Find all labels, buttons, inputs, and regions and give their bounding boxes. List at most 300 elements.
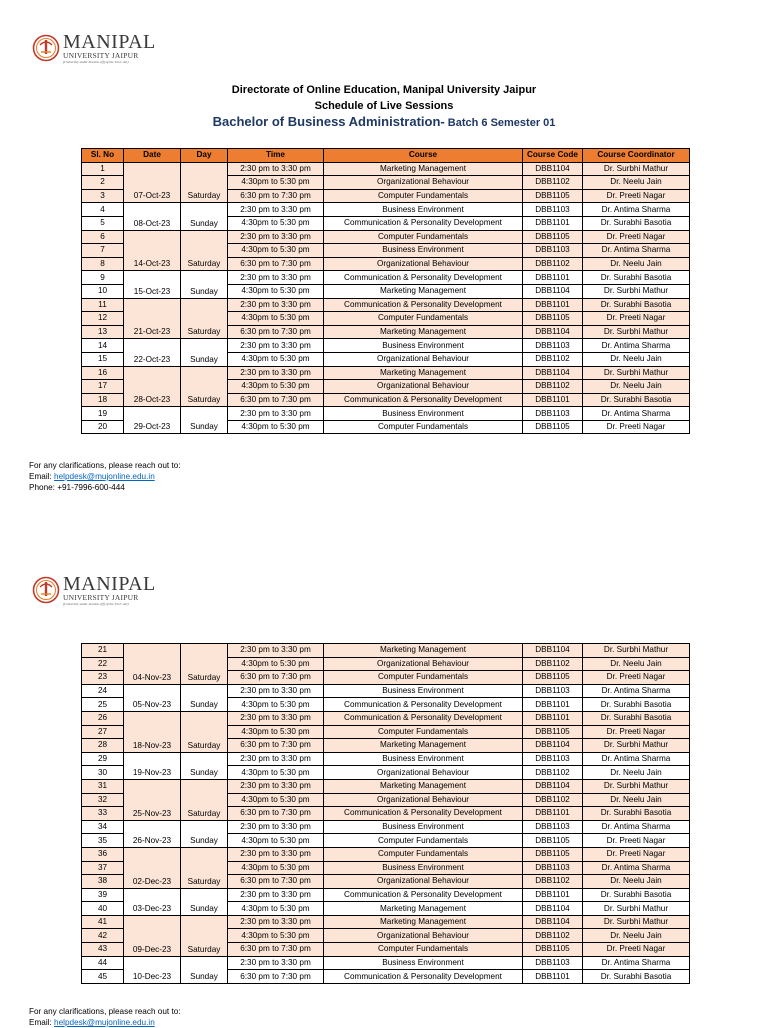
table-row bbox=[82, 407, 690, 421]
cell-time: 2:30 pm to 3:30 pm bbox=[228, 339, 324, 353]
contact-email-line bbox=[29, 1017, 181, 1028]
schedule-title: Schedule of Live Sessions bbox=[314, 100, 454, 112]
cell-course-coordinator: Dr. Surbhi Mathur bbox=[583, 915, 690, 929]
cell-course-coordinator: Dr. Surbhi Mathur bbox=[583, 284, 690, 298]
cell-sl-no: 33 bbox=[82, 807, 124, 821]
table-row bbox=[82, 162, 690, 176]
cell-time: 6:30 pm to 7:30 pm bbox=[228, 257, 324, 271]
table-row bbox=[82, 271, 690, 285]
cell-time: 2:30 pm to 3:30 pm bbox=[228, 203, 324, 217]
cell-sl-no: 25 bbox=[82, 698, 124, 712]
table-row bbox=[82, 203, 690, 217]
cell-course-coordinator: Dr. Preeti Nagar bbox=[583, 725, 690, 739]
cell-course: Marketing Management bbox=[324, 644, 523, 658]
table-row bbox=[82, 820, 690, 834]
email-link[interactable]: helpdesk@mujonline.edu.in bbox=[54, 472, 155, 481]
cell-course-code: DBB1101 bbox=[523, 711, 583, 725]
cell-course-code: DBB1101 bbox=[523, 970, 583, 984]
cell-course: Computer Fundamentals bbox=[324, 420, 523, 434]
cell-course-coordinator: Dr. Preeti Nagar bbox=[583, 847, 690, 861]
cell-course-coordinator: Dr. Antima Sharma bbox=[583, 820, 690, 834]
cell-course: Business Environment bbox=[324, 956, 523, 970]
cell-day: Saturday bbox=[181, 711, 228, 752]
cell-time: 2:30 pm to 3:30 pm bbox=[228, 162, 324, 176]
cell-course: Business Environment bbox=[324, 203, 523, 217]
cell-course-code: DBB1105 bbox=[523, 671, 583, 685]
table-row bbox=[82, 298, 690, 312]
manipal-emblem-icon bbox=[32, 575, 60, 605]
cell-course: Communication & Personality Development bbox=[324, 393, 523, 407]
logo-name: MANIPAL bbox=[63, 573, 156, 595]
cell-course: Marketing Management bbox=[324, 915, 523, 929]
cell-sl-no: 35 bbox=[82, 834, 124, 848]
logo-tagline: (University under Section 2(f) of the UGC Act) bbox=[63, 59, 129, 64]
cell-day: Sunday bbox=[181, 339, 228, 366]
cell-course-code: DBB1104 bbox=[523, 915, 583, 929]
cell-course-coordinator: Dr. Preeti Nagar bbox=[583, 312, 690, 326]
cell-course-code: DBB1103 bbox=[523, 820, 583, 834]
cell-time: 2:30 pm to 3:30 pm bbox=[228, 298, 324, 312]
logo-tagline: (University under Section 2(f) of the UGC Act) bbox=[63, 601, 129, 606]
cell-date: 28-Oct-23 bbox=[124, 366, 181, 407]
email-label: Email: bbox=[29, 472, 55, 481]
cell-sl-no: 45 bbox=[82, 970, 124, 984]
cell-day: Sunday bbox=[181, 752, 228, 779]
cell-course-coordinator: Dr. Antima Sharma bbox=[583, 203, 690, 217]
cell-sl-no: 6 bbox=[82, 230, 124, 244]
program-name: Bachelor of Business Administration- bbox=[212, 114, 445, 129]
cell-date: 07-Oct-23 bbox=[124, 162, 181, 203]
cell-time: 4:30pm to 5:30 pm bbox=[228, 420, 324, 434]
cell-course: Business Environment bbox=[324, 820, 523, 834]
cell-sl-no: 30 bbox=[82, 766, 124, 780]
cell-sl-no: 34 bbox=[82, 820, 124, 834]
cell-course-coordinator: Dr. Preeti Nagar bbox=[583, 189, 690, 203]
manipal-emblem-icon bbox=[32, 33, 60, 63]
logo-subtitle: UNIVERSITY JAIPUR bbox=[63, 593, 139, 602]
cell-course-code: DBB1101 bbox=[523, 298, 583, 312]
cell-course-code: DBB1101 bbox=[523, 216, 583, 230]
cell-date: 05-Nov-23 bbox=[124, 684, 181, 711]
cell-date: 18-Nov-23 bbox=[124, 711, 181, 752]
cell-course-coordinator: Dr. Surbhi Mathur bbox=[583, 644, 690, 658]
cell-time: 2:30 pm to 3:30 pm bbox=[228, 847, 324, 861]
cell-course-coordinator: Dr. Surabhi Basotia bbox=[583, 271, 690, 285]
col-course-code: Course Code bbox=[523, 149, 583, 163]
cell-course-code: DBB1105 bbox=[523, 420, 583, 434]
cell-course-code: DBB1102 bbox=[523, 257, 583, 271]
cell-course: Communication & Personality Development bbox=[324, 271, 523, 285]
cell-course-code: DBB1105 bbox=[523, 230, 583, 244]
cell-time: 4:30pm to 5:30 pm bbox=[228, 766, 324, 780]
cell-date: 09-Dec-23 bbox=[124, 915, 181, 956]
cell-course-code: DBB1102 bbox=[523, 875, 583, 889]
email-label: Email: bbox=[29, 1018, 55, 1027]
cell-course: Marketing Management bbox=[324, 284, 523, 298]
cell-course: Organizational Behaviour bbox=[324, 352, 523, 366]
cell-sl-no: 7 bbox=[82, 244, 124, 258]
cell-date: 29-Oct-23 bbox=[124, 407, 181, 434]
cell-course-coordinator: Dr. Surbhi Mathur bbox=[583, 162, 690, 176]
cell-course: Business Environment bbox=[324, 861, 523, 875]
cell-day: Saturday bbox=[181, 847, 228, 888]
cell-course: Communication & Personality Development bbox=[324, 216, 523, 230]
col-date: Date bbox=[124, 149, 181, 163]
cell-course-code: DBB1103 bbox=[523, 407, 583, 421]
cell-time: 2:30 pm to 3:30 pm bbox=[228, 915, 324, 929]
cell-course: Computer Fundamentals bbox=[324, 847, 523, 861]
cell-sl-no: 27 bbox=[82, 725, 124, 739]
logo-subtitle: UNIVERSITY JAIPUR bbox=[63, 51, 139, 60]
cell-course-coordinator: Dr. Surbhi Mathur bbox=[583, 739, 690, 753]
cell-course-coordinator: Dr. Surabhi Basotia bbox=[583, 807, 690, 821]
cell-course: Computer Fundamentals bbox=[324, 189, 523, 203]
logo-name: MANIPAL bbox=[63, 31, 156, 53]
table-row bbox=[82, 230, 690, 244]
cell-course-coordinator: Dr. Preeti Nagar bbox=[583, 671, 690, 685]
cell-day: Saturday bbox=[181, 162, 228, 203]
cell-course-code: DBB1105 bbox=[523, 725, 583, 739]
cell-sl-no: 38 bbox=[82, 875, 124, 889]
cell-course-code: DBB1104 bbox=[523, 902, 583, 916]
cell-course-code: DBB1104 bbox=[523, 162, 583, 176]
cell-sl-no: 10 bbox=[82, 284, 124, 298]
cell-date: 03-Dec-23 bbox=[124, 888, 181, 915]
cell-sl-no: 36 bbox=[82, 847, 124, 861]
cell-sl-no: 39 bbox=[82, 888, 124, 902]
cell-sl-no: 41 bbox=[82, 915, 124, 929]
schedule-table-page2 bbox=[81, 643, 690, 984]
contact-email-line bbox=[29, 471, 181, 482]
cell-sl-no: 26 bbox=[82, 711, 124, 725]
cell-course-code: DBB1101 bbox=[523, 888, 583, 902]
cell-time: 2:30 pm to 3:30 pm bbox=[228, 366, 324, 380]
cell-course: Organizational Behaviour bbox=[324, 929, 523, 943]
cell-course-coordinator: Dr. Surabhi Basotia bbox=[583, 888, 690, 902]
cell-sl-no: 16 bbox=[82, 366, 124, 380]
cell-sl-no: 43 bbox=[82, 943, 124, 957]
cell-sl-no: 32 bbox=[82, 793, 124, 807]
cell-course-coordinator: Dr. Neelu Jain bbox=[583, 657, 690, 671]
cell-sl-no: 29 bbox=[82, 752, 124, 766]
cell-time: 4:30pm to 5:30 pm bbox=[228, 834, 324, 848]
batch-semester: Batch 6 Semester 01 bbox=[444, 117, 556, 129]
cell-course: Marketing Management bbox=[324, 325, 523, 339]
cell-course-code: DBB1103 bbox=[523, 339, 583, 353]
cell-course: Computer Fundamentals bbox=[324, 312, 523, 326]
cell-time: 4:30pm to 5:30 pm bbox=[228, 380, 324, 394]
cell-day: Saturday bbox=[181, 915, 228, 956]
cell-sl-no: 24 bbox=[82, 684, 124, 698]
cell-course-coordinator: Dr. Surabhi Basotia bbox=[583, 970, 690, 984]
cell-course: Computer Fundamentals bbox=[324, 671, 523, 685]
cell-time: 6:30 pm to 7:30 pm bbox=[228, 875, 324, 889]
cell-course: Communication & Personality Development bbox=[324, 807, 523, 821]
cell-course: Computer Fundamentals bbox=[324, 943, 523, 957]
cell-course: Business Environment bbox=[324, 684, 523, 698]
cell-time: 4:30pm to 5:30 pm bbox=[228, 244, 324, 258]
cell-course-code: DBB1104 bbox=[523, 366, 583, 380]
cell-course: Business Environment bbox=[324, 244, 523, 258]
cell-sl-no: 13 bbox=[82, 325, 124, 339]
cell-course: Computer Fundamentals bbox=[324, 834, 523, 848]
cell-course-code: DBB1104 bbox=[523, 779, 583, 793]
cell-course: Business Environment bbox=[324, 339, 523, 353]
cell-sl-no: 21 bbox=[82, 644, 124, 658]
cell-course-coordinator: Dr. Neelu Jain bbox=[583, 176, 690, 190]
cell-course-coordinator: Dr. Surabhi Basotia bbox=[583, 711, 690, 725]
cell-course-code: DBB1105 bbox=[523, 189, 583, 203]
cell-course: Marketing Management bbox=[324, 902, 523, 916]
table-body bbox=[82, 644, 690, 984]
cell-time: 4:30pm to 5:30 pm bbox=[228, 861, 324, 875]
cell-course: Marketing Management bbox=[324, 779, 523, 793]
cell-time: 6:30 pm to 7:30 pm bbox=[228, 325, 324, 339]
cell-course-coordinator: Dr. Neelu Jain bbox=[583, 257, 690, 271]
cell-course: Communication & Personality Development bbox=[324, 698, 523, 712]
cell-course-code: DBB1104 bbox=[523, 739, 583, 753]
university-logo-page2 bbox=[32, 574, 156, 606]
cell-course-code: DBB1103 bbox=[523, 203, 583, 217]
cell-course-code: DBB1101 bbox=[523, 393, 583, 407]
cell-day: Sunday bbox=[181, 956, 228, 983]
cell-course-coordinator: Dr. Antima Sharma bbox=[583, 956, 690, 970]
cell-day: Sunday bbox=[181, 407, 228, 434]
cell-course-code: DBB1102 bbox=[523, 176, 583, 190]
cell-course: Marketing Management bbox=[324, 366, 523, 380]
cell-time: 6:30 pm to 7:30 pm bbox=[228, 393, 324, 407]
cell-date: 08-Oct-23 bbox=[124, 203, 181, 230]
table-row bbox=[82, 956, 690, 970]
cell-date: 04-Nov-23 bbox=[124, 644, 181, 685]
cell-day: Saturday bbox=[181, 366, 228, 407]
cell-sl-no: 14 bbox=[82, 339, 124, 353]
cell-sl-no: 8 bbox=[82, 257, 124, 271]
cell-course-code: DBB1104 bbox=[523, 644, 583, 658]
cell-course-coordinator: Dr. Neelu Jain bbox=[583, 929, 690, 943]
cell-sl-no: 22 bbox=[82, 657, 124, 671]
cell-course-code: DBB1105 bbox=[523, 834, 583, 848]
col-day: Day bbox=[181, 149, 228, 163]
cell-course-coordinator: Dr. Antima Sharma bbox=[583, 407, 690, 421]
cell-time: 4:30pm to 5:30 pm bbox=[228, 698, 324, 712]
cell-course: Computer Fundamentals bbox=[324, 725, 523, 739]
cell-course-code: DBB1105 bbox=[523, 847, 583, 861]
cell-time: 2:30 pm to 3:30 pm bbox=[228, 407, 324, 421]
contact-intro: For any clarifications, please reach out to: bbox=[29, 461, 181, 470]
cell-course: Organizational Behaviour bbox=[324, 380, 523, 394]
cell-course-code: DBB1105 bbox=[523, 943, 583, 957]
cell-course-coordinator: Dr. Surbhi Mathur bbox=[583, 325, 690, 339]
table-row bbox=[82, 847, 690, 861]
cell-course-code: DBB1102 bbox=[523, 929, 583, 943]
cell-course: Communication & Personality Development bbox=[324, 970, 523, 984]
cell-course-coordinator: Dr. Surbhi Mathur bbox=[583, 902, 690, 916]
table-row bbox=[82, 779, 690, 793]
col-course: Course bbox=[324, 149, 523, 163]
cell-time: 6:30 pm to 7:30 pm bbox=[228, 970, 324, 984]
cell-course-code: DBB1101 bbox=[523, 271, 583, 285]
cell-date: 19-Nov-23 bbox=[124, 752, 181, 779]
cell-course: Organizational Behaviour bbox=[324, 875, 523, 889]
cell-course-coordinator: Dr. Antima Sharma bbox=[583, 752, 690, 766]
cell-course-code: DBB1102 bbox=[523, 380, 583, 394]
cell-day: Sunday bbox=[181, 271, 228, 298]
cell-time: 4:30pm to 5:30 pm bbox=[228, 657, 324, 671]
cell-course-code: DBB1103 bbox=[523, 752, 583, 766]
cell-date: 21-Oct-23 bbox=[124, 298, 181, 339]
cell-course-coordinator: Dr. Neelu Jain bbox=[583, 380, 690, 394]
cell-time: 6:30 pm to 7:30 pm bbox=[228, 739, 324, 753]
cell-course-code: DBB1104 bbox=[523, 284, 583, 298]
table-row bbox=[82, 915, 690, 929]
cell-course-coordinator: Dr. Surbhi Mathur bbox=[583, 366, 690, 380]
table-row bbox=[82, 888, 690, 902]
cell-course-code: DBB1102 bbox=[523, 657, 583, 671]
cell-day: Saturday bbox=[181, 779, 228, 820]
cell-time: 4:30pm to 5:30 pm bbox=[228, 352, 324, 366]
cell-course-coordinator: Dr. Preeti Nagar bbox=[583, 420, 690, 434]
cell-course: Marketing Management bbox=[324, 162, 523, 176]
cell-time: 2:30 pm to 3:30 pm bbox=[228, 956, 324, 970]
cell-course-coordinator: Dr. Antima Sharma bbox=[583, 684, 690, 698]
cell-sl-no: 19 bbox=[82, 407, 124, 421]
cell-time: 2:30 pm to 3:30 pm bbox=[228, 888, 324, 902]
col-sl-no: Sl. No bbox=[82, 149, 124, 163]
cell-time: 2:30 pm to 3:30 pm bbox=[228, 684, 324, 698]
program-title bbox=[0, 114, 768, 129]
cell-course: Communication & Personality Development bbox=[324, 298, 523, 312]
cell-course-code: DBB1103 bbox=[523, 861, 583, 875]
cell-time: 4:30pm to 5:30 pm bbox=[228, 902, 324, 916]
cell-date: 25-Nov-23 bbox=[124, 779, 181, 820]
cell-date: 22-Oct-23 bbox=[124, 339, 181, 366]
cell-course-coordinator: Dr. Preeti Nagar bbox=[583, 834, 690, 848]
cell-course-code: DBB1105 bbox=[523, 312, 583, 326]
cell-course-coordinator: Dr. Neelu Jain bbox=[583, 352, 690, 366]
col-time: Time bbox=[228, 149, 324, 163]
cell-course-code: DBB1103 bbox=[523, 956, 583, 970]
cell-day: Sunday bbox=[181, 820, 228, 847]
contact-phone: Phone: +91-7996-600-444 bbox=[29, 483, 125, 492]
cell-time: 4:30pm to 5:30 pm bbox=[228, 284, 324, 298]
cell-sl-no: 11 bbox=[82, 298, 124, 312]
cell-time: 4:30pm to 5:30 pm bbox=[228, 176, 324, 190]
cell-time: 4:30pm to 5:30 pm bbox=[228, 725, 324, 739]
cell-course: Business Environment bbox=[324, 407, 523, 421]
cell-time: 2:30 pm to 3:30 pm bbox=[228, 271, 324, 285]
cell-sl-no: 44 bbox=[82, 956, 124, 970]
cell-sl-no: 23 bbox=[82, 671, 124, 685]
cell-time: 4:30pm to 5:30 pm bbox=[228, 312, 324, 326]
cell-sl-no: 17 bbox=[82, 380, 124, 394]
cell-time: 6:30 pm to 7:30 pm bbox=[228, 943, 324, 957]
cell-course-coordinator: Dr. Neelu Jain bbox=[583, 766, 690, 780]
cell-course: Organizational Behaviour bbox=[324, 176, 523, 190]
cell-time: 4:30pm to 5:30 pm bbox=[228, 793, 324, 807]
cell-time: 4:30pm to 5:30 pm bbox=[228, 929, 324, 943]
university-logo bbox=[32, 32, 156, 64]
cell-course-code: DBB1102 bbox=[523, 793, 583, 807]
cell-course-coordinator: Dr. Neelu Jain bbox=[583, 793, 690, 807]
cell-sl-no: 12 bbox=[82, 312, 124, 326]
cell-date: 15-Oct-23 bbox=[124, 271, 181, 298]
cell-course: Organizational Behaviour bbox=[324, 793, 523, 807]
table-body bbox=[82, 162, 690, 434]
cell-sl-no: 31 bbox=[82, 779, 124, 793]
cell-time: 6:30 pm to 7:30 pm bbox=[228, 807, 324, 821]
cell-day: Saturday bbox=[181, 298, 228, 339]
cell-course-coordinator: Dr. Antima Sharma bbox=[583, 861, 690, 875]
cell-time: 2:30 pm to 3:30 pm bbox=[228, 779, 324, 793]
cell-sl-no: 40 bbox=[82, 902, 124, 916]
cell-course-coordinator: Dr. Neelu Jain bbox=[583, 875, 690, 889]
cell-sl-no: 37 bbox=[82, 861, 124, 875]
cell-course-code: DBB1102 bbox=[523, 766, 583, 780]
cell-course: Organizational Behaviour bbox=[324, 766, 523, 780]
cell-sl-no: 20 bbox=[82, 420, 124, 434]
cell-date: 26-Nov-23 bbox=[124, 820, 181, 847]
cell-sl-no: 9 bbox=[82, 271, 124, 285]
cell-day: Sunday bbox=[181, 888, 228, 915]
cell-sl-no: 5 bbox=[82, 216, 124, 230]
cell-day: Sunday bbox=[181, 203, 228, 230]
cell-sl-no: 42 bbox=[82, 929, 124, 943]
table-row bbox=[82, 684, 690, 698]
cell-sl-no: 3 bbox=[82, 189, 124, 203]
table-header-row bbox=[82, 149, 690, 163]
contact-info bbox=[29, 460, 181, 493]
cell-date: 02-Dec-23 bbox=[124, 847, 181, 888]
cell-time: 2:30 pm to 3:30 pm bbox=[228, 752, 324, 766]
cell-sl-no: 15 bbox=[82, 352, 124, 366]
cell-time: 6:30 pm to 7:30 pm bbox=[228, 189, 324, 203]
contact-intro: For any clarifications, please reach out to: bbox=[29, 1007, 181, 1016]
cell-course-code: DBB1104 bbox=[523, 325, 583, 339]
cell-course: Communication & Personality Development bbox=[324, 711, 523, 725]
cell-time: 2:30 pm to 3:30 pm bbox=[228, 820, 324, 834]
table-row bbox=[82, 711, 690, 725]
cell-course-code: DBB1103 bbox=[523, 244, 583, 258]
directorate-title: Directorate of Online Education, Manipal University Jaipur bbox=[231, 84, 537, 96]
cell-course-code: DBB1102 bbox=[523, 352, 583, 366]
cell-sl-no: 18 bbox=[82, 393, 124, 407]
cell-course-coordinator: Dr. Surabhi Basotia bbox=[583, 698, 690, 712]
cell-course-code: DBB1103 bbox=[523, 684, 583, 698]
cell-course-coordinator: Dr. Antima Sharma bbox=[583, 244, 690, 258]
schedule-table bbox=[81, 148, 690, 434]
table-row bbox=[82, 752, 690, 766]
cell-day: Sunday bbox=[181, 684, 228, 711]
cell-course-coordinator: Dr. Surbhi Mathur bbox=[583, 779, 690, 793]
cell-course: Organizational Behaviour bbox=[324, 257, 523, 271]
cell-course: Business Environment bbox=[324, 752, 523, 766]
cell-course: Communication & Personality Development bbox=[324, 888, 523, 902]
email-link[interactable]: helpdesk@mujonline.edu.in bbox=[54, 1018, 155, 1027]
cell-sl-no: 4 bbox=[82, 203, 124, 217]
cell-course-coordinator: Dr. Preeti Nagar bbox=[583, 230, 690, 244]
cell-day: Saturday bbox=[181, 644, 228, 685]
cell-date: 10-Dec-23 bbox=[124, 956, 181, 983]
cell-sl-no: 2 bbox=[82, 176, 124, 190]
cell-sl-no: 28 bbox=[82, 739, 124, 753]
cell-time: 2:30 pm to 3:30 pm bbox=[228, 230, 324, 244]
cell-course-coordinator: Dr. Preeti Nagar bbox=[583, 943, 690, 957]
cell-time: 6:30 pm to 7:30 pm bbox=[228, 671, 324, 685]
cell-time: 2:30 pm to 3:30 pm bbox=[228, 711, 324, 725]
cell-date: 14-Oct-23 bbox=[124, 230, 181, 271]
table-row bbox=[82, 644, 690, 658]
